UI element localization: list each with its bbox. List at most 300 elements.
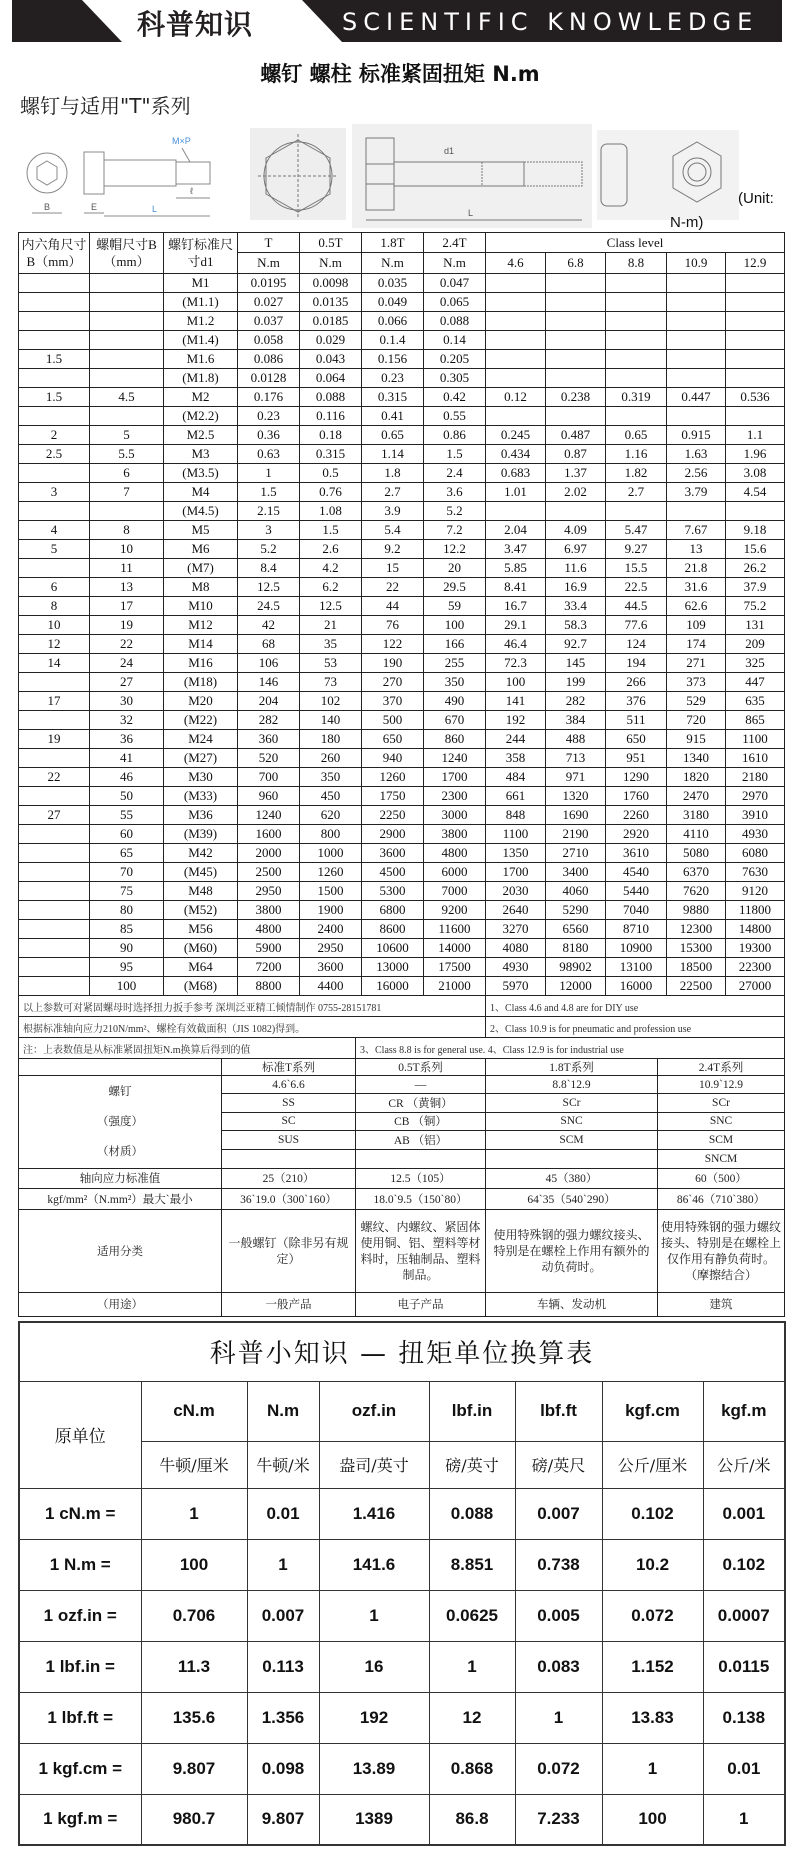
table-cell: 21 [300, 616, 362, 635]
table-cell: 1700 [486, 863, 546, 882]
table-cell: 1.5 [19, 388, 90, 407]
table-cell [19, 825, 90, 844]
table-cell: 2.4 [424, 464, 486, 483]
table-cell: 5440 [606, 882, 667, 901]
table-cell: 29.5 [424, 578, 486, 597]
table-row [19, 1168, 785, 1188]
table-cell: 22 [362, 578, 424, 597]
table-cell: 0.1.4 [362, 331, 424, 350]
header-class-2: 8.8 [606, 253, 667, 274]
table-cell: 3600 [300, 958, 362, 977]
header-class-3: 10.9 [667, 253, 726, 274]
table-cell: 98902 [546, 958, 606, 977]
material-cell: SNC [486, 1112, 658, 1131]
table-cell: 1240 [238, 806, 300, 825]
table-cell: 131 [726, 616, 785, 635]
material-cell: SUS [222, 1131, 356, 1150]
table-cell: 0.14 [424, 331, 486, 350]
table-cell [726, 274, 785, 293]
unit-header: lbf.ft [515, 1381, 602, 1441]
table-cell: 4.5 [90, 388, 164, 407]
table-cell: 0.037 [238, 312, 300, 331]
table-cell: (M45) [164, 863, 238, 882]
range-value: 64`35（540`290） [486, 1188, 658, 1209]
table-cell: 4500 [362, 863, 424, 882]
table-cell: 124 [606, 635, 667, 654]
table-cell: (M39) [164, 825, 238, 844]
table-row [19, 483, 785, 502]
conversion-row [19, 1539, 785, 1590]
table-cell: 0.915 [667, 426, 726, 445]
table-cell: 5900 [238, 939, 300, 958]
table-cell: 22 [90, 635, 164, 654]
table-cell: 16000 [362, 977, 424, 996]
table-cell: 529 [667, 692, 726, 711]
table-cell: 15.6 [726, 540, 785, 559]
table-cell: 1760 [606, 787, 667, 806]
blank-cell [19, 1059, 222, 1076]
conversion-value: 0.01 [703, 1743, 785, 1794]
table-cell: 109 [667, 616, 726, 635]
table-cell: 2.7 [362, 483, 424, 502]
row-label: 1 lbf.ft = [19, 1692, 141, 1743]
table-row [19, 958, 785, 977]
table-cell: 1320 [546, 787, 606, 806]
table-cell: 16000 [606, 977, 667, 996]
table-cell [19, 977, 90, 996]
table-cell [546, 369, 606, 388]
section-subtitle: 螺钉与适用"T"系列 [20, 94, 191, 118]
conversion-value: 0.007 [515, 1488, 602, 1539]
table-cell: 18500 [667, 958, 726, 977]
table-cell: 80 [90, 901, 164, 920]
table-row [19, 654, 785, 673]
table-cell: 370 [362, 692, 424, 711]
table-cell: 0.315 [300, 445, 362, 464]
table-cell [19, 958, 90, 977]
table-cell: (M7) [164, 559, 238, 578]
table-cell: 100 [486, 673, 546, 692]
conversion-value: 7.233 [515, 1794, 602, 1845]
conversion-value: 13.89 [319, 1743, 429, 1794]
table-cell: 9.27 [606, 540, 667, 559]
table-cell: 1610 [726, 749, 785, 768]
table-cell: 2900 [362, 825, 424, 844]
table-cell [19, 464, 90, 483]
table-cell: 10 [90, 540, 164, 559]
table-cell: 0.63 [238, 445, 300, 464]
table-cell: 8.4 [238, 559, 300, 578]
table-cell: 1.5 [19, 350, 90, 369]
table-cell: 3 [19, 483, 90, 502]
table-cell: 484 [486, 768, 546, 787]
table-cell [90, 274, 164, 293]
table-cell: M1.2 [164, 312, 238, 331]
hex-head-diagram [250, 128, 346, 220]
table-cell: 325 [726, 654, 785, 673]
table-cell: 9200 [424, 901, 486, 920]
table-cell: 166 [424, 635, 486, 654]
table-cell: 951 [606, 749, 667, 768]
table-cell [19, 559, 90, 578]
table-cell: 8 [19, 597, 90, 616]
table-cell [90, 407, 164, 426]
table-cell: 0.029 [300, 331, 362, 350]
table-cell [90, 312, 164, 331]
table-cell: 1.37 [546, 464, 606, 483]
table-cell: 2.56 [667, 464, 726, 483]
table-cell: 3400 [546, 863, 606, 882]
table-cell: (M60) [164, 939, 238, 958]
header-class-0: 4.6 [486, 253, 546, 274]
table-row [19, 1188, 785, 1209]
table-cell: 4.2 [300, 559, 362, 578]
table-cell: 2950 [238, 882, 300, 901]
table-cell: 62.6 [667, 597, 726, 616]
conversion-row [19, 1641, 785, 1692]
table-cell: M20 [164, 692, 238, 711]
table-cell: 2970 [726, 787, 785, 806]
header-1-8t: 1.8T [362, 233, 424, 253]
table-cell: 0.0098 [300, 274, 362, 293]
table-cell: M12 [164, 616, 238, 635]
table-row [19, 977, 785, 996]
table-cell: 520 [238, 749, 300, 768]
conversion-value: 0.083 [515, 1641, 602, 1692]
row-label: 1 kgf.cm = [19, 1743, 141, 1794]
table-row [19, 578, 785, 597]
table-cell: 3270 [486, 920, 546, 939]
table-cell: 2030 [486, 882, 546, 901]
table-cell: 360 [238, 730, 300, 749]
table-cell [546, 274, 606, 293]
table-cell: 0.41 [362, 407, 424, 426]
table-cell: 0.87 [546, 445, 606, 464]
table-row [19, 901, 785, 920]
range-value: 36`19.0（300`160） [222, 1188, 356, 1209]
table-cell: (M27) [164, 749, 238, 768]
table-cell: 14 [19, 654, 90, 673]
table-cell: M56 [164, 920, 238, 939]
table-row [19, 863, 785, 882]
table-cell: 720 [667, 711, 726, 730]
table-cell: 30 [90, 692, 164, 711]
table-cell [19, 920, 90, 939]
table-cell: 42 [238, 616, 300, 635]
table-cell: 72.3 [486, 654, 546, 673]
table-cell: M16 [164, 654, 238, 673]
table-cell: 350 [300, 768, 362, 787]
conversion-value: 1 [247, 1539, 319, 1590]
table-cell: 5.2 [424, 502, 486, 521]
table-cell: 4.09 [546, 521, 606, 540]
table-cell: 7630 [726, 863, 785, 882]
table-cell: 12300 [667, 920, 726, 939]
conversion-value: 0.138 [703, 1692, 785, 1743]
table-cell: 1750 [362, 787, 424, 806]
table-row [19, 768, 785, 787]
table-cell: 2.15 [238, 502, 300, 521]
table-cell: 209 [726, 635, 785, 654]
range-label: kgf/mm²（N.mm²）最大`最小 [19, 1188, 222, 1209]
conversion-row [19, 1692, 785, 1743]
table-cell: 1.82 [606, 464, 667, 483]
table-cell: 3610 [606, 844, 667, 863]
note-left-2: 根据标准轴向应力210N/mm²、螺栓有效截面积（JIS 1082)得到。 [19, 1017, 486, 1038]
conversion-value: 10.2 [602, 1539, 703, 1590]
row-label: 1 ozf.in = [19, 1590, 141, 1641]
table-cell: 141 [486, 692, 546, 711]
material-cell: SCr [486, 1094, 658, 1113]
table-row [19, 749, 785, 768]
table-cell: 15300 [667, 939, 726, 958]
table-cell: 50 [90, 787, 164, 806]
table-row [19, 635, 785, 654]
table-cell: 44 [362, 597, 424, 616]
usage-value: 使用特殊钢的强力螺纹接头、特别是在螺栓上仅作用有静负荷时。（摩擦结合） [658, 1209, 785, 1292]
table-cell: 4 [19, 521, 90, 540]
table-cell: 8710 [606, 920, 667, 939]
table-row [19, 407, 785, 426]
conversion-value: 1 [602, 1743, 703, 1794]
axial-value: 12.5（105） [356, 1168, 486, 1188]
table-cell: 21000 [424, 977, 486, 996]
note-right-3: 3、Class 8.8 is for general use. 4、Class 12.9 is for industrial use [356, 1038, 785, 1059]
table-cell: M10 [164, 597, 238, 616]
table-cell: 24 [90, 654, 164, 673]
series-header: 2.4T系列 [658, 1059, 785, 1076]
table-cell: 1.8 [362, 464, 424, 483]
table-cell: 11800 [726, 901, 785, 920]
table-cell: 1.08 [300, 502, 362, 521]
table-cell [726, 350, 785, 369]
screw-label-cell [19, 1076, 222, 1169]
table-cell: (M18) [164, 673, 238, 692]
table-row [19, 597, 785, 616]
unit-header: cN.m [141, 1381, 247, 1441]
conversion-value: 1 [429, 1641, 515, 1692]
table-cell [486, 350, 546, 369]
svg-text:L: L [152, 204, 158, 214]
table-cell: 65 [90, 844, 164, 863]
table-cell: 102 [300, 692, 362, 711]
table-cell: 1500 [300, 882, 362, 901]
unit-conversion-table [18, 1321, 786, 1846]
table-cell: 68 [238, 635, 300, 654]
table-cell: 92.7 [546, 635, 606, 654]
table-cell: M5 [164, 521, 238, 540]
unit-label-2: N-m) [670, 214, 704, 231]
table-cell: 1900 [300, 901, 362, 920]
axial-value: 45（380） [486, 1168, 658, 1188]
table-cell: 2300 [424, 787, 486, 806]
table-cell: 17 [90, 597, 164, 616]
banner-title-en: SCIENTIFIC KNOWLEDGE [342, 8, 759, 36]
table-cell [726, 293, 785, 312]
table-cell: M36 [164, 806, 238, 825]
table-cell [19, 749, 90, 768]
table-cell: 2190 [546, 825, 606, 844]
table-row [19, 521, 785, 540]
row-label: 1 N.m = [19, 1539, 141, 1590]
table-cell: 6800 [362, 901, 424, 920]
table-cell: 358 [486, 749, 546, 768]
table-cell: 70 [90, 863, 164, 882]
table-cell [546, 350, 606, 369]
table-cell: 266 [606, 673, 667, 692]
conversion-value: 0.868 [429, 1743, 515, 1794]
table-cell [486, 407, 546, 426]
conversion-value: 0.007 [247, 1590, 319, 1641]
table-cell: 27 [90, 673, 164, 692]
table-cell: 100 [90, 977, 164, 996]
table-cell: 4.54 [726, 483, 785, 502]
note-left-1: 以上参数可对紧固螺母时选择扭力扳手参考 深圳泛亚精工倾情制作 0755-28151781 [19, 996, 486, 1017]
table-cell [667, 274, 726, 293]
table-cell: 10600 [362, 939, 424, 958]
table-cell: 1820 [667, 768, 726, 787]
conversion-value: 0.088 [429, 1488, 515, 1539]
table-row [19, 1059, 785, 1076]
table-row [19, 293, 785, 312]
table-cell: 1.96 [726, 445, 785, 464]
table-cell: 3.08 [726, 464, 785, 483]
material-cell: SC [222, 1112, 356, 1131]
header-nut-size: 螺帽尺寸B（mm） [90, 233, 164, 274]
unit-header-cn: 牛顿/厘米 [141, 1441, 247, 1488]
table-cell: 4540 [606, 863, 667, 882]
table-cell: 10 [19, 616, 90, 635]
table-cell: M1 [164, 274, 238, 293]
table-cell: M48 [164, 882, 238, 901]
table-cell: 7.2 [424, 521, 486, 540]
table-cell: 0.0135 [300, 293, 362, 312]
table-cell: M2 [164, 388, 238, 407]
table-cell [546, 407, 606, 426]
table-cell [606, 331, 667, 350]
note-left-3: 注：上表数值是从标准紧固扭矩N.m换算后得到的值 [19, 1038, 356, 1059]
table-cell: 4930 [726, 825, 785, 844]
table-cell: 5.5 [90, 445, 164, 464]
table-cell: 2640 [486, 901, 546, 920]
table-cell: 5.2 [238, 540, 300, 559]
table-cell: M14 [164, 635, 238, 654]
table-cell: 0.245 [486, 426, 546, 445]
table-cell [726, 331, 785, 350]
conversion-value: 0.098 [247, 1743, 319, 1794]
table-cell: 5970 [486, 977, 546, 996]
banner [12, 0, 782, 42]
table-cell: 0.176 [238, 388, 300, 407]
svg-text:L: L [468, 208, 474, 218]
table-cell: 55 [90, 806, 164, 825]
table-cell: 0.066 [362, 312, 424, 331]
table-cell: 1240 [424, 749, 486, 768]
table-row [19, 692, 785, 711]
row-label: 1 lbf.in = [19, 1641, 141, 1692]
table-cell: 0.116 [300, 407, 362, 426]
material-cell: SS [222, 1094, 356, 1113]
table-cell: 21.8 [667, 559, 726, 578]
conversion-value: 1.152 [602, 1641, 703, 1692]
table-row [19, 540, 785, 559]
conversion-title: 科普小知识 — 扭矩单位换算表 [19, 1322, 785, 1381]
table-cell [486, 369, 546, 388]
table-cell: M30 [164, 768, 238, 787]
table-cell: 4800 [238, 920, 300, 939]
table-cell [667, 407, 726, 426]
material-cell: CB （铜） [356, 1112, 486, 1131]
header-class-4: 12.9 [726, 253, 785, 274]
table-cell: 860 [424, 730, 486, 749]
table-cell: 1.1 [726, 426, 785, 445]
conversion-value: 100 [602, 1794, 703, 1845]
unit-header-cn: 磅/英寸 [429, 1441, 515, 1488]
unit-header: ozf.in [319, 1381, 429, 1441]
header-class-1: 6.8 [546, 253, 606, 274]
conversion-value: 980.7 [141, 1794, 247, 1845]
notes-table [18, 995, 785, 1059]
table-cell: 960 [238, 787, 300, 806]
table-cell: (M1.1) [164, 293, 238, 312]
table-cell: M1.6 [164, 350, 238, 369]
conversion-value: 0.072 [515, 1743, 602, 1794]
table-cell: 350 [424, 673, 486, 692]
usage-label: 适用分类 [19, 1209, 222, 1292]
table-cell [726, 502, 785, 521]
table-row [19, 426, 785, 445]
table-cell: 488 [546, 730, 606, 749]
table-row [19, 730, 785, 749]
table-row [19, 369, 785, 388]
table-cell [546, 293, 606, 312]
table-cell [546, 331, 606, 350]
unit-header: kgf.cm [602, 1381, 703, 1441]
original-unit-label: 原单位 [19, 1381, 141, 1488]
table-cell: 6000 [424, 863, 486, 882]
table-cell: 4800 [424, 844, 486, 863]
table-cell [19, 863, 90, 882]
table-cell: 0.088 [300, 388, 362, 407]
table-cell: 19 [19, 730, 90, 749]
table-cell: 20 [424, 559, 486, 578]
table-cell: 174 [667, 635, 726, 654]
table-cell: 490 [424, 692, 486, 711]
table-cell: 2000 [238, 844, 300, 863]
unit-header: lbf.in [429, 1381, 515, 1441]
table-cell [726, 312, 785, 331]
table-cell: 29.1 [486, 616, 546, 635]
table-cell: 270 [362, 673, 424, 692]
table-cell: 620 [300, 806, 362, 825]
table-cell: 260 [300, 749, 362, 768]
table-cell: M3 [164, 445, 238, 464]
banner-title-cn: 科普知识 [137, 8, 254, 41]
table-cell: 1690 [546, 806, 606, 825]
table-cell: 7.67 [667, 521, 726, 540]
table-cell: 650 [362, 730, 424, 749]
header-unit: N.m [362, 253, 424, 274]
table-cell: (M33) [164, 787, 238, 806]
material-cell: SCr [658, 1094, 785, 1113]
table-cell [667, 331, 726, 350]
table-cell: 1260 [362, 768, 424, 787]
table-cell: 13 [667, 540, 726, 559]
table-cell: 77.6 [606, 616, 667, 635]
conversion-value: 1.356 [247, 1692, 319, 1743]
range-value: 18.0`9.5（150`80） [356, 1188, 486, 1209]
table-cell [606, 274, 667, 293]
